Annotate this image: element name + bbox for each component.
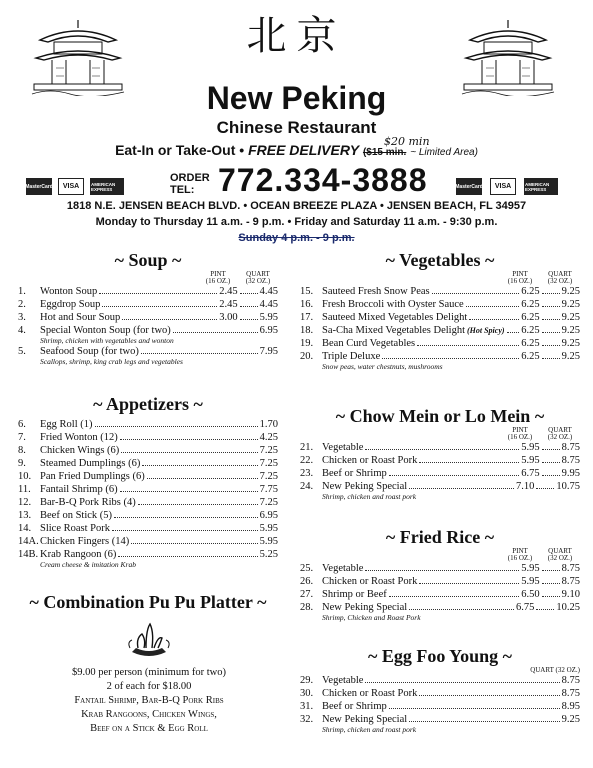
menu-item-row: [18, 457, 278, 470]
dot-leader: [365, 449, 519, 450]
vegetables-section: [300, 250, 580, 371]
visa-logo-right: VISA: [490, 178, 516, 195]
mastercard-logo-right: MasterCard: [456, 178, 482, 195]
item-number: 17.: [300, 312, 314, 323]
pupu-section: [18, 592, 278, 613]
item-number: 31.: [300, 701, 314, 712]
item-price: 7.75: [259, 484, 278, 495]
dot-leader: [114, 517, 258, 518]
pint-price: 6.25: [521, 286, 540, 297]
dot-leader: [542, 462, 560, 463]
item-name: Beef or Shrimp: [322, 468, 387, 479]
item-name: Chicken or Roast Pork: [322, 455, 418, 466]
pupu-line-1: Fantail Shrimp, Bar-B-Q Pork Ribs: [74, 695, 224, 706]
item-number: 22.: [300, 455, 314, 466]
item-name: Hot and Sour Soup: [40, 312, 121, 323]
item-name: Sauteed Mixed Vegetables Delight: [322, 312, 468, 323]
pupu-price: $9.00 per person (minimum for two): [72, 667, 226, 678]
dot-leader: [99, 293, 217, 294]
item-price: 6.95: [259, 510, 278, 521]
dot-leader: [466, 306, 520, 307]
friedrice-section: [300, 527, 580, 622]
dot-leader: [112, 530, 258, 531]
item-price: 4.25: [259, 432, 278, 443]
pint-price: 6.75: [521, 468, 540, 479]
mastercard-logo-left: MasterCard: [26, 178, 52, 195]
dot-leader: [536, 609, 554, 610]
dot-leader: [389, 475, 520, 476]
dot-leader: [138, 504, 258, 505]
item-name: Triple Deluxe: [322, 351, 381, 362]
section-title: ~ Fried Rice ~: [385, 527, 495, 547]
dot-leader: [419, 583, 519, 584]
soup-list: [18, 285, 278, 366]
dot-leader: [417, 345, 519, 346]
size-header: PINT (16 OZ.)QUART (32 OZ.): [507, 547, 573, 562]
pint-price: 5.95: [521, 563, 540, 574]
dot-leader: [419, 695, 559, 696]
dot-leader: [542, 306, 560, 307]
item-price: 8.75: [561, 688, 580, 699]
menu-item-row: [300, 285, 580, 298]
chinese-title: 北京: [246, 13, 347, 59]
dot-leader: [120, 439, 258, 440]
dot-leader: [147, 478, 258, 479]
menu-item-row: [18, 298, 278, 311]
pint-price: 6.25: [521, 338, 540, 349]
item-price: 7.25: [259, 497, 278, 508]
item-price: 7.25: [259, 458, 278, 469]
menu-item-row: [18, 285, 278, 298]
quart-price: 9.25: [561, 286, 580, 297]
menu-item-row: [300, 298, 580, 311]
order-tel-label: ORDER TEL:: [170, 172, 210, 196]
menu-item-row: [18, 522, 278, 535]
pint-price: 6.75: [516, 602, 535, 613]
menu-item-row: [300, 337, 580, 350]
dot-leader: [120, 491, 258, 492]
item-number: 16.: [300, 299, 314, 310]
item-name: Beef on Stick (5): [40, 510, 113, 521]
menu-item-row: [300, 674, 580, 687]
section-title: ~ Soup ~: [114, 250, 182, 270]
item-price: 8.95: [561, 701, 580, 712]
item-description: Shrimp, chicken and roast pork: [322, 492, 417, 501]
menu-item-row: [18, 470, 278, 483]
item-number: 19.: [300, 338, 314, 349]
item-name: Sauteed Fresh Snow Peas: [322, 286, 430, 297]
phone-number: 772.334-3888: [218, 162, 428, 198]
appetizer-list: [18, 418, 278, 569]
item-number: 11.: [18, 484, 31, 495]
menu-item-row: [18, 431, 278, 444]
eggfooyoung-list: [300, 674, 580, 734]
quart-price: 8.75: [561, 442, 580, 453]
pupu-platter-illustration: [124, 618, 174, 658]
item-number: 32.: [300, 714, 314, 725]
item-name: Beef or Shrimp: [322, 701, 387, 712]
free-delivery-text: FREE DELIVERY: [248, 142, 360, 158]
menu-item-row: [300, 311, 580, 324]
item-number: 18.: [300, 325, 314, 336]
pint-price: 6.25: [521, 325, 540, 336]
section-title: ~ Vegetables ~: [385, 250, 495, 270]
pint-price: 6.25: [521, 299, 540, 310]
item-name: Egg Roll (1): [40, 419, 93, 430]
size-header: PINT (16 OZ.)QUART (32 OZ.): [507, 270, 573, 285]
item-description: Shrimp, Chicken and Roast Pork: [322, 613, 421, 622]
bullet: •: [239, 142, 245, 158]
quart-price: 9.10: [561, 589, 580, 600]
menu-item-row: [18, 535, 278, 548]
dot-leader: [240, 319, 258, 320]
appetizers-section: [18, 394, 278, 569]
quart-price: 9.25: [561, 351, 580, 362]
dot-leader: [389, 596, 520, 597]
dot-leader: [542, 570, 560, 571]
section-title: ~ Combination Pu Pu Platter ~: [29, 592, 267, 612]
item-price: 8.75: [561, 675, 580, 686]
sunday-hours-crossed: Sunday 4 p.m. - 9 p.m.: [238, 232, 355, 244]
dot-leader: [365, 570, 519, 571]
dot-leader: [121, 452, 257, 453]
pint-price: 5.95: [521, 576, 540, 587]
dot-leader: [409, 721, 559, 722]
hours: Monday to Thursday 11 a.m. - 9 p.m. • Friday and Saturday 11 a.m. - 9:30 p.m.: [95, 216, 498, 228]
item-name: Chicken Wings (6): [40, 445, 120, 456]
vegetable-list: [300, 285, 580, 371]
amex-logo-right: AMERICAN EXPRESS: [524, 178, 558, 195]
item-name: Chicken or Roast Pork: [322, 576, 418, 587]
pint-price: 5.95: [521, 455, 540, 466]
menu-item-row: [300, 454, 580, 467]
quart-price: 10.75: [556, 481, 580, 492]
section-title: ~ Appetizers ~: [93, 394, 203, 414]
item-number: 14.: [18, 523, 32, 534]
item-number: 25.: [300, 563, 314, 574]
item-name: Slice Roast Pork: [40, 523, 110, 534]
item-number: 26.: [300, 576, 314, 587]
menu-item-row: [18, 509, 278, 522]
item-number: 9.: [18, 458, 26, 469]
item-number: 5.: [18, 346, 26, 357]
item-name: Pan Fried Dumplings (6): [40, 471, 145, 482]
item-name: New Peking Special: [322, 602, 408, 613]
item-price: 9.25: [561, 714, 580, 725]
restaurant-name: New Peking: [206, 80, 387, 116]
section-title: ~ Chow Mein or Lo Mein ~: [335, 406, 545, 426]
amex-logo-left: AMERICAN EXPRESS: [90, 178, 124, 195]
item-number: 12.: [18, 497, 32, 508]
size-header: QUART (32 OZ.): [530, 666, 580, 674]
item-name: Seafood Soup (for two): [40, 346, 139, 357]
item-number: 29.: [300, 675, 314, 686]
handwritten-minimum: $20 min: [384, 135, 430, 148]
dot-leader: [542, 596, 560, 597]
pint-price: 3.00: [219, 312, 238, 323]
item-description: Shrimp, chicken and roast pork: [322, 725, 417, 734]
menu-item-row: [18, 311, 278, 324]
item-number: 8.: [18, 445, 26, 456]
pint-price: 6.25: [521, 351, 540, 362]
menu-item-row: [18, 444, 278, 457]
item-number: 4.: [18, 325, 26, 336]
item-name: Fried Wonton (12): [40, 432, 118, 443]
item-name: Chicken Fingers (14): [40, 536, 130, 547]
pint-price: 2.45: [219, 299, 238, 310]
item-description: Scallops, shrimp, king crab legs and vegetables: [40, 357, 183, 366]
quart-price: 9.25: [561, 338, 580, 349]
item-tag: (Hot Spicy): [467, 326, 505, 335]
item-name: Fantail Shrimp (6): [40, 484, 118, 495]
item-name: Vegetable: [322, 563, 364, 574]
dot-leader: [382, 358, 519, 359]
item-name: Krab Rangoon (6): [40, 549, 117, 560]
dot-leader: [542, 449, 560, 450]
dot-leader: [507, 332, 520, 333]
dot-leader: [102, 306, 217, 307]
old-minimum-text: ($15 min.: [362, 147, 407, 158]
quart-price: 6.95: [259, 325, 278, 336]
quart-price: 9.95: [561, 468, 580, 479]
menu-item-row: [300, 687, 580, 700]
item-name: Chicken or Roast Pork: [322, 688, 418, 699]
pint-price: 7.10: [516, 481, 535, 492]
dot-leader: [469, 319, 519, 320]
quart-price: 10.25: [556, 602, 580, 613]
dot-leader: [536, 488, 554, 489]
dot-leader: [389, 708, 560, 709]
item-name: Shrimp or Beef: [322, 589, 387, 600]
dot-leader: [542, 332, 560, 333]
item-name: Bar-B-Q Pork Ribs (4): [40, 497, 136, 508]
dot-leader: [432, 293, 520, 294]
menu-item-row: [300, 441, 580, 454]
menu-item-row: [300, 575, 580, 588]
menu-item-row: [300, 467, 580, 480]
quart-price: 7.95: [259, 346, 278, 357]
item-name: Vegetable: [322, 675, 364, 686]
item-number: 10.: [18, 471, 32, 482]
delivery-line: [0, 142, 593, 158]
item-number: 28.: [300, 602, 314, 613]
item-number: 3.: [18, 312, 26, 323]
item-number: 15.: [300, 286, 314, 297]
quart-price: 9.25: [561, 312, 580, 323]
item-name: Special Wonton Soup (for two): [40, 325, 171, 336]
pupu-details: [18, 666, 280, 736]
item-number: 13.: [18, 510, 32, 521]
item-number: 23.: [300, 468, 314, 479]
item-price: 5.95: [259, 536, 278, 547]
menu-item-row: [300, 588, 580, 601]
item-price: 7.25: [259, 471, 278, 482]
menu-item-row: [18, 483, 278, 496]
item-name: New Peking Special: [322, 714, 408, 725]
pupu-line-3: Beef on a Stick & Egg Roll: [90, 723, 208, 734]
dot-leader: [365, 682, 559, 683]
item-number: 27.: [300, 589, 314, 600]
item-name: Wonton Soup: [40, 286, 98, 297]
address: 1818 N.E. JENSEN BEACH BLVD. • OCEAN BREEZE PLAZA • JENSEN BEACH, FL 34957: [66, 200, 527, 212]
item-number: 6.: [18, 419, 26, 430]
item-name: Bean Curd Vegetables: [322, 338, 416, 349]
pint-price: 2.45: [219, 286, 238, 297]
item-name: Eggdrop Soup: [40, 299, 101, 310]
dot-leader: [95, 426, 258, 427]
item-description: Shrimp, chicken with vegetables and wonton: [40, 336, 174, 345]
dot-leader: [542, 293, 560, 294]
item-description: Snow peas, water chestnuts, mushrooms: [322, 362, 443, 371]
menu-item-row: [18, 496, 278, 509]
item-name: Fresh Broccoli with Oyster Sauce: [322, 299, 464, 310]
item-number: 21.: [300, 442, 314, 453]
item-name: New Peking Special: [322, 481, 408, 492]
pint-price: 6.25: [521, 312, 540, 323]
limited-area-text: ~ Limited Area): [410, 147, 478, 158]
pupu-each: 2 of each for $18.00: [106, 681, 192, 692]
quart-price: 4.45: [259, 286, 278, 297]
friedrice-list: [300, 562, 580, 622]
item-price: 1.70: [259, 419, 278, 430]
menu-item-row: [300, 324, 580, 337]
dot-leader: [173, 332, 258, 333]
dot-leader: [542, 583, 560, 584]
quart-price: 8.75: [561, 576, 580, 587]
dot-leader: [542, 358, 560, 359]
quart-price: 9.25: [561, 325, 580, 336]
item-name: Steamed Dumplings (6): [40, 458, 141, 469]
dot-leader: [419, 462, 519, 463]
item-number: 1.: [18, 286, 26, 297]
chowmein-section: [300, 406, 580, 501]
item-name: Sa-Cha Mixed Vegetables Delight: [322, 325, 465, 336]
dot-leader: [141, 353, 258, 354]
dot-leader: [542, 475, 560, 476]
item-description: Cream cheese & imitation Krab: [40, 560, 136, 569]
quart-price: 9.25: [561, 299, 580, 310]
menu-item-row: [300, 700, 580, 713]
dot-leader: [131, 543, 257, 544]
item-number: 14A.: [18, 536, 39, 547]
section-title: ~ Egg Foo Young ~: [367, 646, 513, 666]
dot-leader: [409, 488, 514, 489]
item-number: 24.: [300, 481, 314, 492]
size-header: PINT (16 OZ.)QUART (32 OZ.): [507, 426, 573, 441]
chowmein-list: [300, 441, 580, 501]
dot-leader: [542, 319, 560, 320]
item-number: 30.: [300, 688, 314, 699]
item-number: 7.: [18, 432, 26, 443]
item-number: 14B.: [18, 549, 39, 560]
dot-leader: [122, 319, 217, 320]
quart-price: 8.75: [561, 563, 580, 574]
item-name: Vegetable: [322, 442, 364, 453]
item-price: 7.25: [259, 445, 278, 456]
pint-price: 6.50: [521, 589, 540, 600]
dot-leader: [542, 345, 560, 346]
quart-price: 4.45: [259, 299, 278, 310]
item-price: 5.25: [259, 549, 278, 560]
menu-item-row: [300, 562, 580, 575]
dot-leader: [409, 609, 514, 610]
pint-price: 5.95: [521, 442, 540, 453]
eat-in-text: Eat-In or Take-Out: [115, 142, 236, 158]
menu-item-row: [18, 418, 278, 431]
restaurant-subtitle: Chinese Restaurant: [216, 118, 377, 137]
dot-leader: [142, 465, 257, 466]
pupu-line-2: Krab Rangoons, Chicken Wings,: [81, 709, 217, 720]
quart-price: 5.95: [259, 312, 278, 323]
dot-leader: [118, 556, 257, 557]
size-header: PINT (16 OZ.)QUART (32 OZ.): [205, 270, 271, 285]
dot-leader: [240, 293, 258, 294]
quart-price: 8.75: [561, 455, 580, 466]
item-number: 2.: [18, 299, 26, 310]
item-price: 5.95: [259, 523, 278, 534]
visa-logo-left: VISA: [58, 178, 84, 195]
dot-leader: [240, 306, 258, 307]
eggfooyoung-section: [300, 646, 580, 734]
soup-section: [18, 250, 278, 366]
item-number: 20.: [300, 351, 314, 362]
